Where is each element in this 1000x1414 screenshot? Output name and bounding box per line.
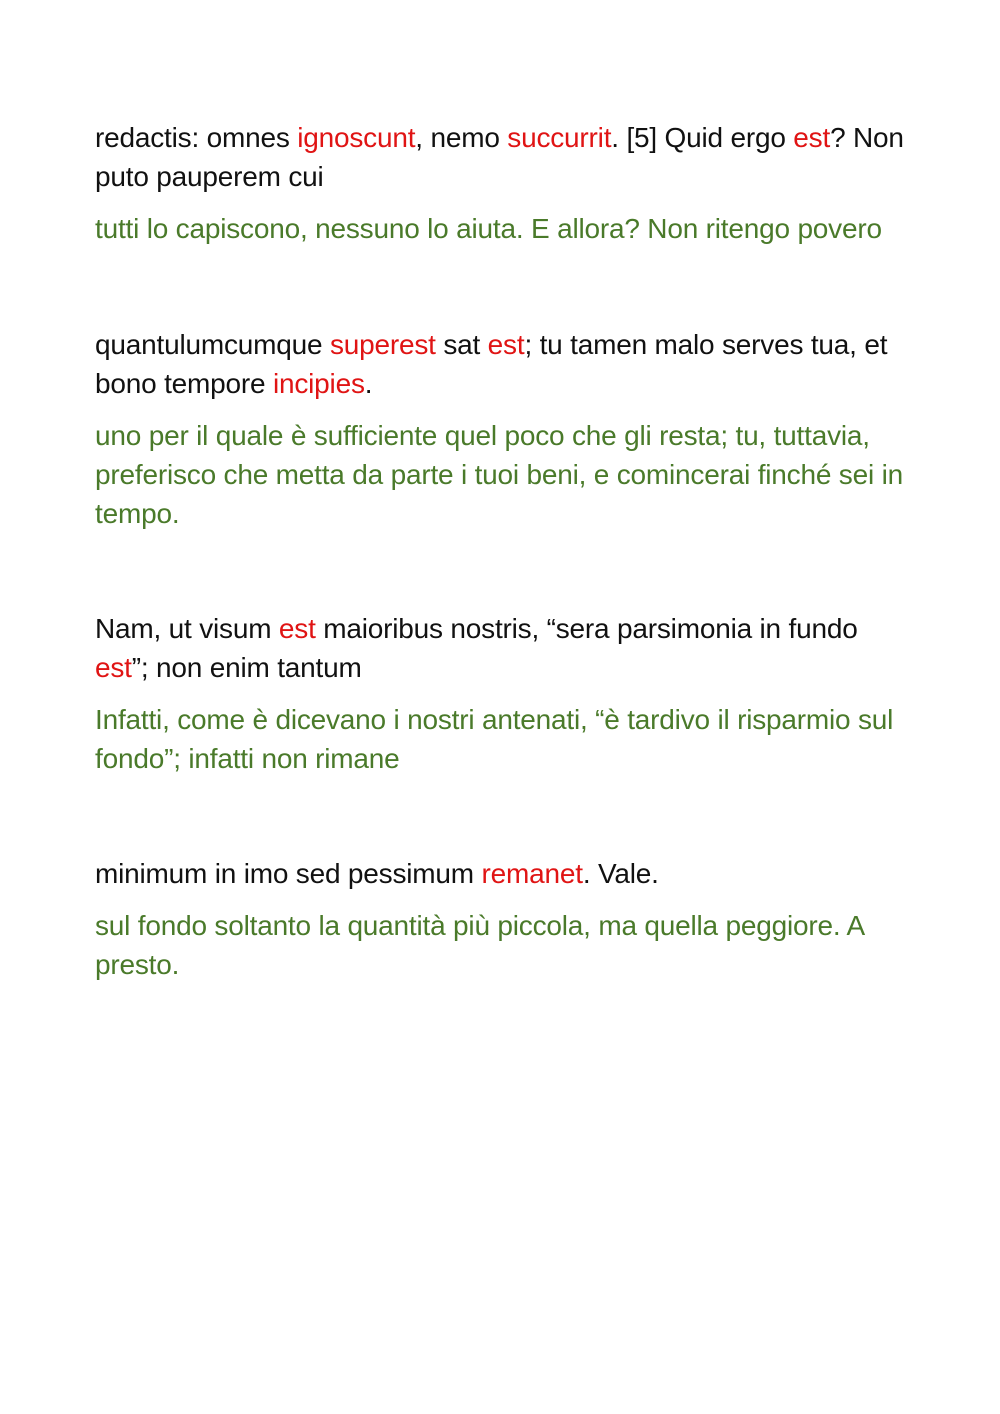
highlighted-verb: succurrit bbox=[507, 122, 612, 153]
latin-segment: Nam, ut visum bbox=[95, 613, 279, 644]
latin-text bbox=[95, 118, 915, 196]
passage-block-3 bbox=[95, 609, 915, 778]
latin-segment: maioribus nostris, “sera parsimonia in fundo bbox=[315, 613, 858, 644]
italian-translation: uno per il quale è sufficiente quel poco che gli resta; tu, tuttavia, preferisco che metta da parte i tuoi beni, e comincerai finché sei in tempo. bbox=[95, 420, 903, 529]
latin-segment: , nemo bbox=[415, 122, 508, 153]
latin-segment: ”; non enim tantum bbox=[131, 652, 362, 683]
highlighted-verb: est bbox=[95, 652, 132, 683]
latin-segment: ; tu tamen malo serves tua, et bono tempore bbox=[95, 329, 888, 399]
highlighted-verb: est bbox=[793, 122, 831, 153]
latin-segment: . Vale. bbox=[582, 858, 659, 889]
passage-block-1 bbox=[95, 118, 915, 248]
latin-text bbox=[95, 325, 915, 403]
latin-segment: ? Non puto pauperem cui bbox=[95, 122, 904, 192]
passage-block-4 bbox=[95, 854, 915, 984]
highlighted-verb: ignoscunt bbox=[297, 122, 416, 153]
passage-block-2 bbox=[95, 325, 915, 533]
latin-text bbox=[95, 854, 915, 893]
document-page bbox=[95, 118, 915, 984]
latin-segment: minimum in imo sed pessimum bbox=[95, 858, 482, 889]
italian-translation: Infatti, come è dicevano i nostri antenati, “è tardivo il risparmio sul fondo”; infatti non rimane bbox=[95, 704, 894, 774]
italian-translation: tutti lo capiscono, nessuno lo aiuta. E allora? Non ritengo povero bbox=[95, 213, 882, 244]
italian-translation: sul fondo soltanto la quantità più piccola, ma quella peggiore. A presto. bbox=[95, 910, 864, 980]
latin-segment: . [5] Quid ergo bbox=[611, 122, 794, 153]
highlighted-verb: incipies bbox=[272, 368, 365, 399]
latin-text bbox=[95, 609, 915, 687]
highlighted-verb: est bbox=[278, 613, 316, 644]
highlighted-verb: remanet bbox=[481, 858, 583, 889]
latin-segment: sat bbox=[435, 329, 488, 360]
highlighted-verb: est bbox=[487, 329, 525, 360]
highlighted-verb: superest bbox=[329, 329, 436, 360]
latin-segment: quantulumcumque bbox=[95, 329, 330, 360]
latin-segment: . bbox=[364, 368, 373, 399]
latin-segment: redactis: omnes bbox=[95, 122, 298, 153]
